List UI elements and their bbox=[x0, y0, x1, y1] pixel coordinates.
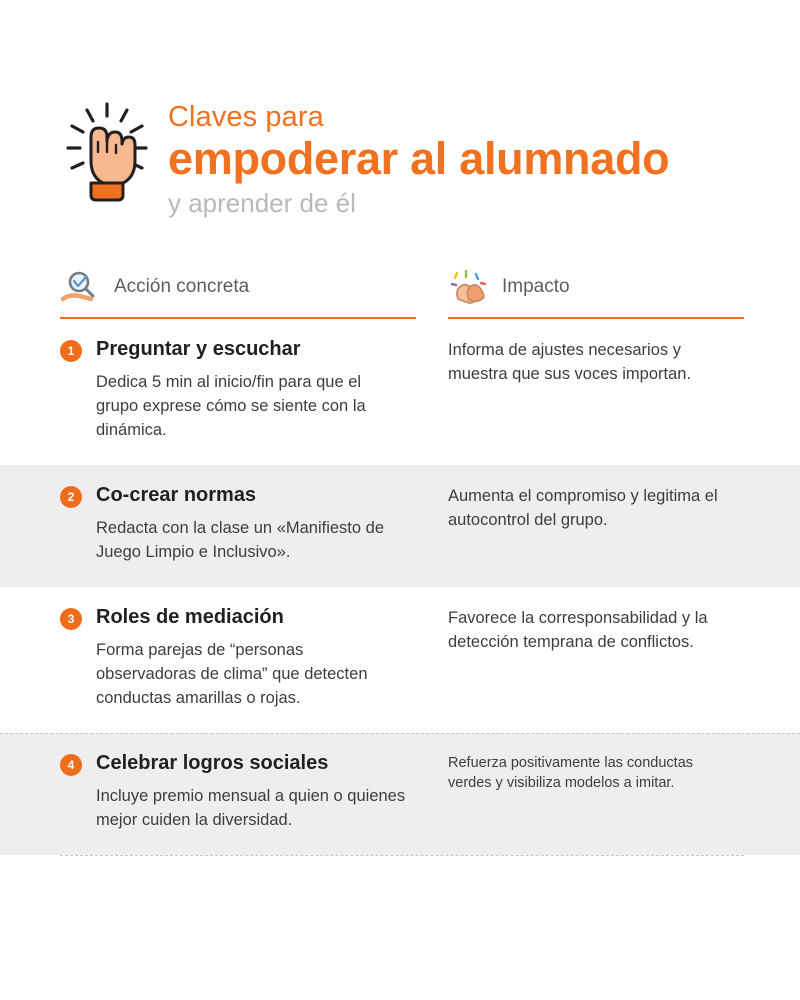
row-number-badge: 4 bbox=[60, 754, 82, 776]
row-impact-text: Favorece la corresponsabilidad y la detección temprana de conflictos. bbox=[448, 609, 708, 651]
row-number-badge: 1 bbox=[60, 340, 82, 362]
row-action-cell bbox=[60, 483, 416, 565]
row-impact-cell bbox=[448, 605, 744, 711]
row-action-title: Roles de mediación bbox=[96, 606, 284, 629]
row-impact-text: Aumenta el compromiso y legitima el autocontrol del grupo. bbox=[448, 487, 718, 530]
row-impact-text: Refuerza positivamente las conductas verdes y visibiliza modelos a imitar. bbox=[448, 754, 694, 792]
row-action-description: Redacta con la clase un «Manifiesto de Juego Limpio e Inclusivo». bbox=[96, 519, 385, 562]
row-action-cell bbox=[60, 605, 416, 711]
row-impact-cell bbox=[448, 751, 744, 833]
table-row bbox=[60, 319, 744, 465]
column-heading-action bbox=[60, 269, 416, 319]
row-impact-text: Informa de ajustes necesarios y muestra que sus voces importan. bbox=[448, 341, 692, 384]
raised-fist-icon bbox=[60, 100, 156, 210]
column-heading-impact bbox=[448, 269, 744, 319]
bottom-divider bbox=[60, 855, 744, 856]
table-row bbox=[60, 587, 744, 733]
row-action-cell bbox=[60, 751, 416, 833]
row-action-description: Dedica 5 min al inicio/fin para que el grupo exprese cómo se siente con la dinámica. bbox=[96, 373, 366, 440]
column-heading-impact-label: Impacto bbox=[502, 276, 570, 298]
row-action-title: Celebrar logros sociales bbox=[96, 751, 329, 774]
row-action-cell bbox=[60, 337, 416, 443]
page-title-line-1: Claves para bbox=[168, 101, 324, 133]
row-number-badge: 3 bbox=[60, 608, 82, 630]
magnifier-hand-icon bbox=[60, 269, 100, 305]
column-headings bbox=[0, 269, 800, 319]
column-heading-action-label: Acción concreta bbox=[114, 276, 250, 298]
row-action-title: Co-crear normas bbox=[96, 484, 257, 507]
page-title-line-3: y aprender de él bbox=[168, 187, 356, 218]
rows-container bbox=[0, 319, 800, 854]
header bbox=[0, 0, 800, 217]
row-impact-cell bbox=[448, 483, 744, 565]
row-action-description: Incluye premio mensual a quien o quienes mejor cuiden la diversidad. bbox=[96, 786, 406, 829]
table-row bbox=[0, 733, 800, 855]
row-impact-cell bbox=[448, 337, 744, 443]
page-title-line-2: empoderar al alumnado bbox=[168, 133, 670, 185]
table-row bbox=[0, 465, 800, 587]
row-action-title: Preguntar y escuchar bbox=[96, 338, 301, 361]
clapping-hands-icon bbox=[448, 269, 488, 305]
row-number-badge: 2 bbox=[60, 486, 82, 508]
title-block bbox=[168, 96, 669, 217]
row-action-description: Forma parejas de “personas observadoras de clima” que detecten conductas amarillas o rojas. bbox=[96, 641, 368, 707]
